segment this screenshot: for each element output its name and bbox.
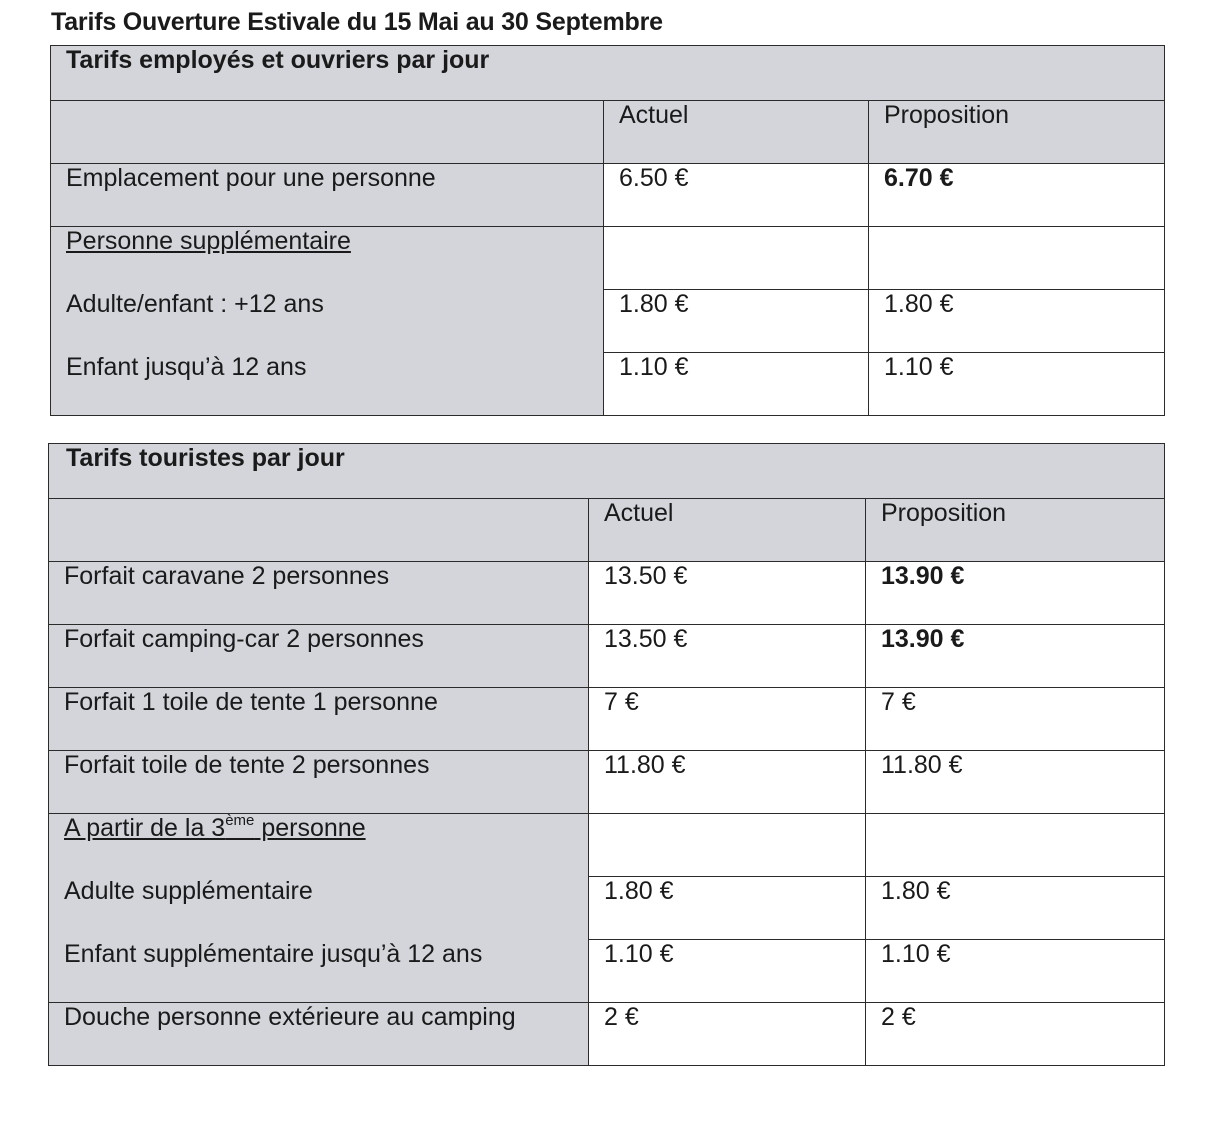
column-header-proposal: Proposition xyxy=(869,101,1165,164)
row-label: Forfait caravane 2 personnes xyxy=(49,562,589,625)
current-price: 2 € xyxy=(589,1003,866,1066)
row-label: Enfant supplémentaire jusqu’à 12 ans xyxy=(49,940,589,1003)
current-price: 1.10 € xyxy=(604,353,869,416)
tourists-price-table xyxy=(48,443,1165,1066)
current-price: 7 € xyxy=(589,688,866,751)
current-price xyxy=(604,227,869,290)
proposed-price xyxy=(869,227,1165,290)
table-row xyxy=(51,290,1165,353)
row-label: Enfant jusqu’à 12 ans xyxy=(51,353,604,416)
proposed-price: 11.80 € xyxy=(866,751,1165,814)
proposed-price: 13.90 € xyxy=(866,625,1165,688)
current-price: 1.80 € xyxy=(604,290,869,353)
current-price: 11.80 € xyxy=(589,751,866,814)
proposed-price: 6.70 € xyxy=(869,164,1165,227)
row-label: Douche personne extérieure au camping xyxy=(49,1003,589,1066)
proposed-price: 1.80 € xyxy=(866,877,1165,940)
row-label: Adulte/enfant : +12 ans xyxy=(51,290,604,353)
subgroup-label-suffix: personne xyxy=(254,814,366,842)
table-header-empty xyxy=(49,499,589,562)
subgroup-label-superscript: ème xyxy=(225,813,255,829)
employees-price-table xyxy=(50,45,1165,416)
table-row xyxy=(51,164,1165,227)
proposed-price: 2 € xyxy=(866,1003,1165,1066)
column-header-proposal: Proposition xyxy=(866,499,1165,562)
row-label: Adulte supplémentaire xyxy=(49,877,589,940)
table-row xyxy=(49,940,1165,1003)
table-header-empty xyxy=(51,101,604,164)
table-row xyxy=(49,814,1165,877)
current-price: 6.50 € xyxy=(604,164,869,227)
row-label xyxy=(49,814,589,877)
subgroup-label xyxy=(64,814,366,842)
table-heading: Tarifs employés et ouvriers par jour xyxy=(51,46,1165,101)
table-row xyxy=(49,625,1165,688)
subgroup-label: Personne supplémentaire xyxy=(66,227,351,255)
row-label: Forfait toile de tente 2 personnes xyxy=(49,751,589,814)
table-heading: Tarifs touristes par jour xyxy=(49,444,1165,499)
row-label: Forfait camping-car 2 personnes xyxy=(49,625,589,688)
current-price: 13.50 € xyxy=(589,625,866,688)
document-title: Tarifs Ouverture Estivale du 15 Mai au 30 Septembre xyxy=(51,8,663,36)
table-row xyxy=(49,562,1165,625)
proposed-price: 1.80 € xyxy=(869,290,1165,353)
proposed-price: 13.90 € xyxy=(866,562,1165,625)
column-header-current: Actuel xyxy=(604,101,869,164)
table-row xyxy=(51,353,1165,416)
current-price: 1.80 € xyxy=(589,877,866,940)
table-row xyxy=(49,877,1165,940)
proposed-price: 1.10 € xyxy=(866,940,1165,1003)
current-price xyxy=(589,814,866,877)
row-label: Emplacement pour une personne xyxy=(51,164,604,227)
table-row xyxy=(51,227,1165,290)
table-row xyxy=(49,688,1165,751)
column-header-current: Actuel xyxy=(589,499,866,562)
subgroup-label-prefix: A partir de la 3 xyxy=(64,814,226,842)
table-row xyxy=(49,1003,1165,1066)
current-price: 1.10 € xyxy=(589,940,866,1003)
proposed-price: 7 € xyxy=(866,688,1165,751)
proposed-price: 1.10 € xyxy=(869,353,1165,416)
row-label: Forfait 1 toile de tente 1 personne xyxy=(49,688,589,751)
current-price: 13.50 € xyxy=(589,562,866,625)
row-label xyxy=(51,227,604,290)
table-row xyxy=(49,751,1165,814)
proposed-price xyxy=(866,814,1165,877)
